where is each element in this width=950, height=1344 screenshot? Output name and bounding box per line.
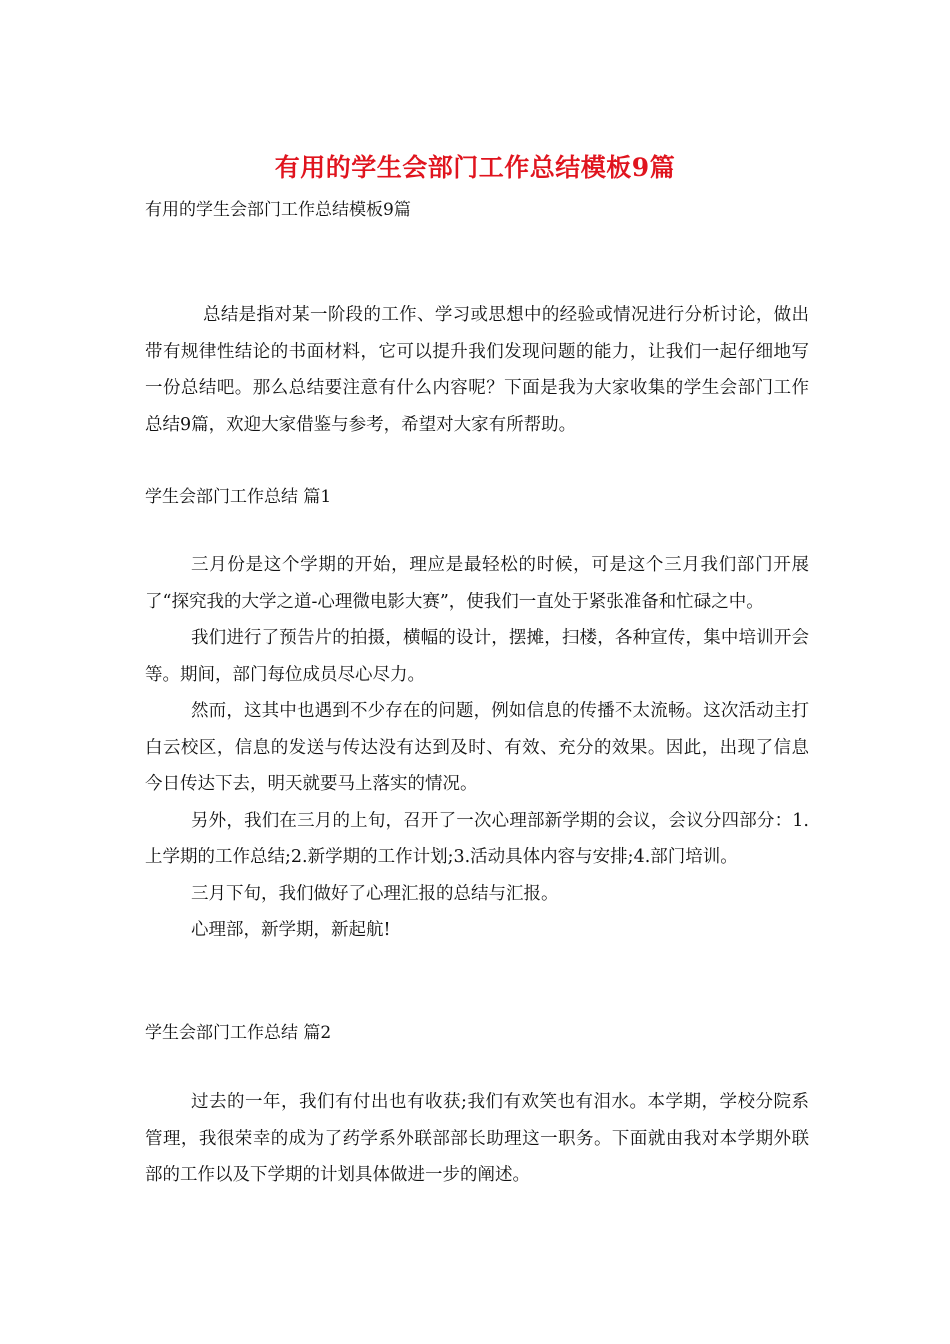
intro-block xyxy=(145,297,809,443)
intro-paragraph: 总结是指对某一阶段的工作、学习或思想中的经验或情况进行分析讨论，做出带有规律性结论的书面材料，它可以提升我们发现问题的能力，让我们一起仔细地写一份总结吧。那么总结要注意有什么内容呢？下面是我为大家收集的学生会部门工作总结9篇，欢迎大家借鉴与参考，希望对大家有所帮助。 xyxy=(145,305,809,435)
section-2-body xyxy=(145,1084,809,1194)
section-1-paragraph: 另外，我们在三月的上旬，召开了一次心理部新学期的会议，会议分四部分：1.上学期的工作总结;2.新学期的工作计划;3.活动具体内容与安排;4.部门培训。 xyxy=(145,810,809,867)
document-subtitle: 有用的学生会部门工作总结模板9篇 xyxy=(145,200,411,220)
section-1-paragraph: 心理部，新学期，新起航! xyxy=(191,920,391,940)
section-1-body xyxy=(145,547,809,949)
section-1-paragraph: 三月下旬，我们做好了心理汇报的总结与汇报。 xyxy=(191,883,559,904)
section-1-paragraph: 三月份是这个学期的开始，理应是最轻松的时候，可是这个三月我们部门开展了“探究我的大学之道-心理微电影大赛”，使我们一直处于紧张准备和忙碌之中。 xyxy=(145,555,809,612)
section-1-paragraph: 然而，这其中也遇到不少存在的问题，例如信息的传播不太流畅。这次活动主打白云校区，信息的发送与传达没有达到及时、有效、充分的效果。因此，出现了信息今日传达下去，明天就要马上落实的情况。 xyxy=(145,701,809,794)
section-1-paragraph: 我们进行了预告片的拍摄，横幅的设计，摆摊，扫楼，各种宣传，集中培训开会等。期间，部门每位成员尽心尽力。 xyxy=(145,628,809,685)
section-2-paragraph: 过去的一年，我们有付出也有收获;我们有欢笑也有泪水。本学期，学校分院系管理，我很荣幸的成为了药学系外联部部长助理这一职务。下面就由我对本学期外联部的工作以及下学期的计划具体做进一步的阐述。 xyxy=(145,1092,809,1185)
section-heading-2: 学生会部门工作总结 篇2 xyxy=(145,1023,332,1043)
section-heading-1: 学生会部门工作总结 篇1 xyxy=(145,487,332,507)
document-title: 有用的学生会部门工作总结模板9篇 xyxy=(274,153,676,182)
